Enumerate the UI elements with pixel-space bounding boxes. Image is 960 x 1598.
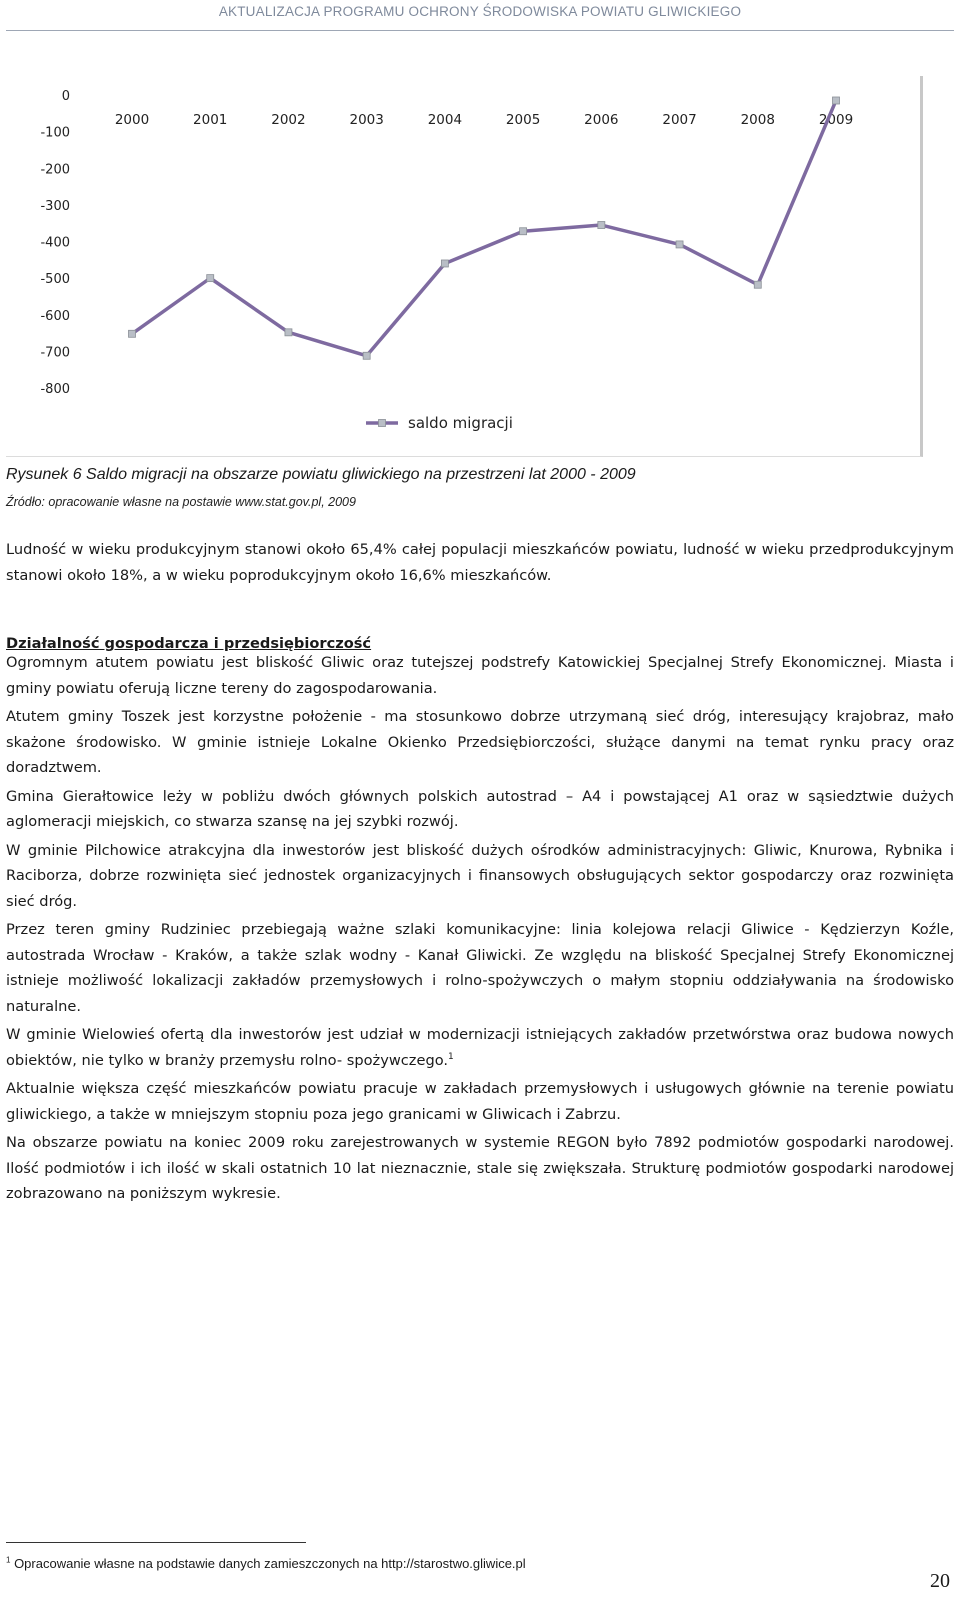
x-tick-label: 2001 (193, 112, 228, 128)
migration-chart (6, 76, 923, 457)
y-tick-label: -700 (40, 345, 70, 361)
paragraph-6-text: W gminie Wielowieś ofertą dla inwestorów jest udział w modernizacji istniejących zakładów przetwórstwa oraz budowa nowych obiektów, nie tylko w branży przemysłu rolno- spożywczego. (6, 1026, 954, 1069)
legend-marker-swatch (379, 420, 386, 427)
x-tick-label: 2003 (349, 112, 384, 128)
legend-label: saldo migracji (408, 414, 513, 432)
figure-caption: Rysunek 6 Saldo migracji na obszarze powiatu gliwickiego na przestrzeni lat 2000 - 2009 (6, 466, 636, 483)
data-point (129, 330, 136, 337)
y-tick-label: -200 (40, 162, 70, 178)
data-point (676, 241, 683, 248)
x-tick-label: 2002 (271, 112, 306, 128)
section-body (6, 650, 954, 1207)
x-tick-label: 2006 (584, 112, 619, 128)
paragraph-2: Atutem gminy Toszek jest korzystne położenie - ma stosunkowo dobrze utrzymaną sieć dróg, interesujący krajobraz, mało skażone środowisko. W gminie istnieje Lokalne Okienko Przedsiębiorczości, służące danymi na temat rynku pracy oraz doradztwem. (6, 708, 954, 776)
paragraph-1: Ogromnym atutem powiatu jest bliskość Gliwic oraz tutejszej podstrefy Katowickiej Specjalnej Strefy Ekonomicznej. Miasta i gminy powiatu oferują liczne tereny do zagospodarowania. (6, 654, 954, 697)
footnote-text: Opracowanie własne na podstawie danych zamieszczonych na http://starostwo.gliwice.pl (10, 1556, 526, 1571)
page-number: 20 (930, 1570, 950, 1592)
data-point (363, 352, 370, 359)
paragraph-8: Na obszarze powiatu na koniec 2009 roku zarejestrowanych w systemie REGON było 7892 podmiotów gospodarki narodowej. Ilość podmiotów i ich ilość w skali ostatnich 10 lat nieznacznie, stale się zwiększała. Strukturę podmiotów gospodarki narodowej zobrazowano na poniższym wykresie. (6, 1134, 954, 1202)
figure-source: Źródło: opracowanie własne na postawie www.stat.gov.pl, 2009 (6, 495, 356, 509)
x-tick-label: 2004 (427, 112, 463, 128)
page-header: AKTUALIZACJA PROGRAMU OCHRONY ŚRODOWISKA POWIATU GLIWICKIEGO (218, 4, 742, 19)
series-line-saldo-migracji (132, 100, 836, 355)
y-tick-label: -400 (40, 235, 70, 251)
paragraph-5: Przez teren gminy Rudziniec przebiegają ważne szlaki komunikacyjne: linia kolejowa relacji Gliwice - Kędzierzyn Koźle, autostrada Wrocław - Kraków, a także szlak wodny - Kanał Gliwicki. Ze względu na bliskość Specjalnej Strefy Ekonomicznej istnieje możliwość lokalizacji zakładów przemysłowych i rolno-spożywczych o małym stopniu oddziaływania na środowisko naturalne. (6, 921, 954, 1015)
data-point (285, 329, 292, 336)
paragraph-4: W gminie Pilchowice atrakcyjna dla inwestorów jest bliskość dużych ośrodków administracyjnych: Gliwic, Knurowa, Rybnika i Raciborza, dobrze rozwinięta sieć jednostek organizacyjnych i finansowych obsługujących sektor gospodarczy oraz rozwinięta sieć dróg. (6, 841, 954, 910)
paragraph-6 (6, 1022, 954, 1073)
paragraph-3: Gmina Gierałtowice leży w pobliżu dwóch głównych polskich autostrad – A4 i powstającej A1 oraz w sąsiedztwie dużych aglomeracji miejskich, co stwarza szansę na jej szybki rozwój. (6, 787, 954, 830)
data-point (207, 275, 214, 282)
footnote (6, 1556, 526, 1571)
data-point (441, 260, 448, 267)
y-tick-label: 0 (61, 89, 70, 104)
footnote-marker: 1 (6, 1555, 11, 1565)
header-divider (6, 30, 954, 31)
data-point (520, 228, 527, 235)
x-tick-label: 2008 (740, 112, 775, 128)
data-point (754, 281, 761, 288)
x-tick-label: 2007 (662, 112, 697, 128)
paragraph-7: Aktualnie większa część mieszkańców powiatu pracuje w zakładach przemysłowych i usługowych głównie na terenie powiatu gliwickiego, a także w mniejszym stopniu poza jego granicami w Gliwicach i Zabrzu. (6, 1080, 954, 1123)
y-tick-label: -600 (40, 308, 70, 324)
intro-block (6, 537, 954, 588)
y-tick-label: -500 (40, 272, 70, 288)
y-tick-label: -300 (40, 198, 70, 214)
footnote-ref: 1 (448, 1051, 454, 1062)
y-tick-label: -100 (40, 125, 70, 141)
data-point (598, 222, 605, 229)
section-heading: Działalność gospodarcza i przedsiębiorczość (6, 635, 372, 652)
x-tick-label: 2005 (505, 112, 541, 128)
migration-chart-svg (6, 76, 920, 456)
x-tick-label: 2000 (114, 112, 150, 128)
intro-paragraph: Ludność w wieku produkcyjnym stanowi około 65,4% całej populacji mieszkańców powiatu, ludność w wieku przedprodukcyjnym stanowi około 18%, a w wieku poprodukcyjnym około 16,6% mieszkańców. (6, 541, 954, 584)
y-tick-label: -800 (40, 382, 70, 397)
footnote-divider (6, 1542, 306, 1543)
x-tick-label: 2009 (818, 112, 854, 128)
data-point (833, 97, 840, 104)
